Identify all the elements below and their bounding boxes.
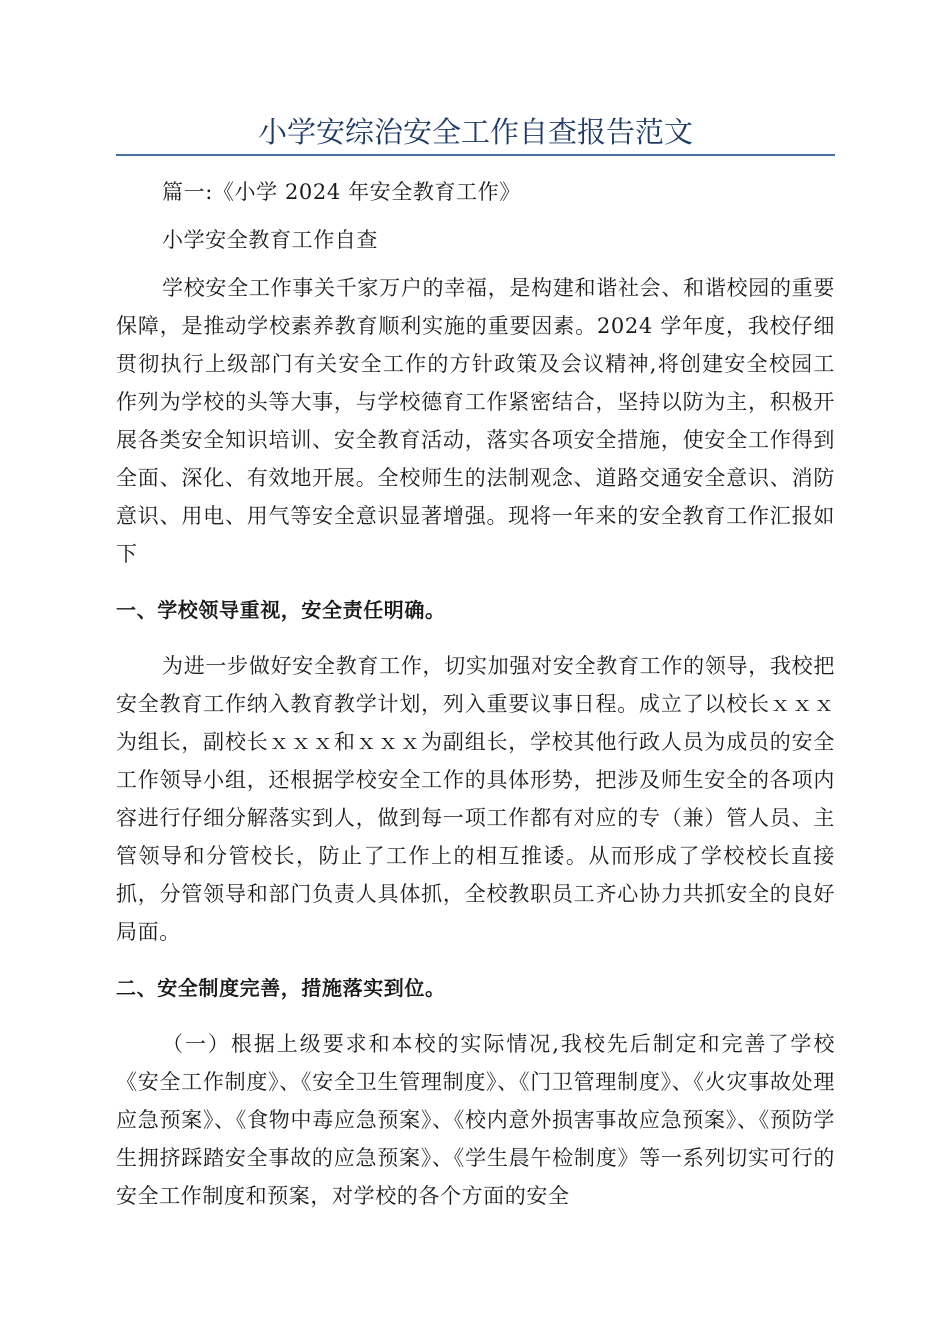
intro-paragraph: 学校安全工作事关千家万户的幸福，是构建和谐社会、和谐校园的重要保障，是推动学校素养教育顺利实施的重要因素。2024 学年度，我校仔细贯彻执行上级部门有关安全工作的方针政策及会议精神,将创建安全校园工作列为学校的头等大事，与学校德育工作紧密结合，坚持以防为主，积极开展各类安全知识培训、安全教育活动，落实各项安全措施，使安全工作得到全面、深化、有效地开展。全校师生的法制观念、道路交通安全意识、消防意识、用电、用气等安全意识显著增强。现将一年来的安全教育工作汇报如下 — [116, 276, 835, 566]
section-heading-1: 一、学校领导重视，安全责任明确。 — [116, 598, 446, 622]
section-heading-2: 二、安全制度完善，措施落实到位。 — [116, 976, 446, 1000]
title-underline-divider — [116, 154, 835, 156]
document-body — [116, 173, 835, 1215]
document-title: 小学安综治安全工作自查报告范文 — [257, 115, 693, 149]
paragraph-1: 为进一步做好安全教育工作，切实加强对安全教育工作的领导，我校把安全教育工作纳入教育教学计划，列入重要议事日程。成立了以校长ｘｘｘ为组长，副校长ｘｘｘ和ｘｘｘ为副组长，学校其他行政人员为成员的安全工作领导小组，还根据学校安全工作的具体形势，把涉及师生安全的各项内容进行仔细分解落实到人，做到每一项工作都有对应的专（兼）管人员、主管领导和分管校长，防止了工作上的相互推诿。从而形成了学校校长直接抓，分管领导和部门负责人具体抓，全校教职员工齐心协力共抓安全的良好局面。 — [116, 654, 835, 944]
paragraph-2: （一）根据上级要求和本校的实际情况,我校先后制定和完善了学校《安全工作制度》、《安全卫生管理制度》、《门卫管理制度》、《火灾事故处理应急预案》、《食物中毒应急预案》、《校内意外损害事故应急预案》、《预防学生拥挤踩踏安全事故的应急预案》、《学生晨午检制度》等一系列切实可行的安全工作制度和预案，对学校的各个方面的安全 — [116, 1032, 835, 1208]
section-label: 小学安全教育工作自查 — [162, 228, 378, 252]
article-subtitle: 篇一:《小学 2024 年安全教育工作》 — [162, 180, 521, 204]
